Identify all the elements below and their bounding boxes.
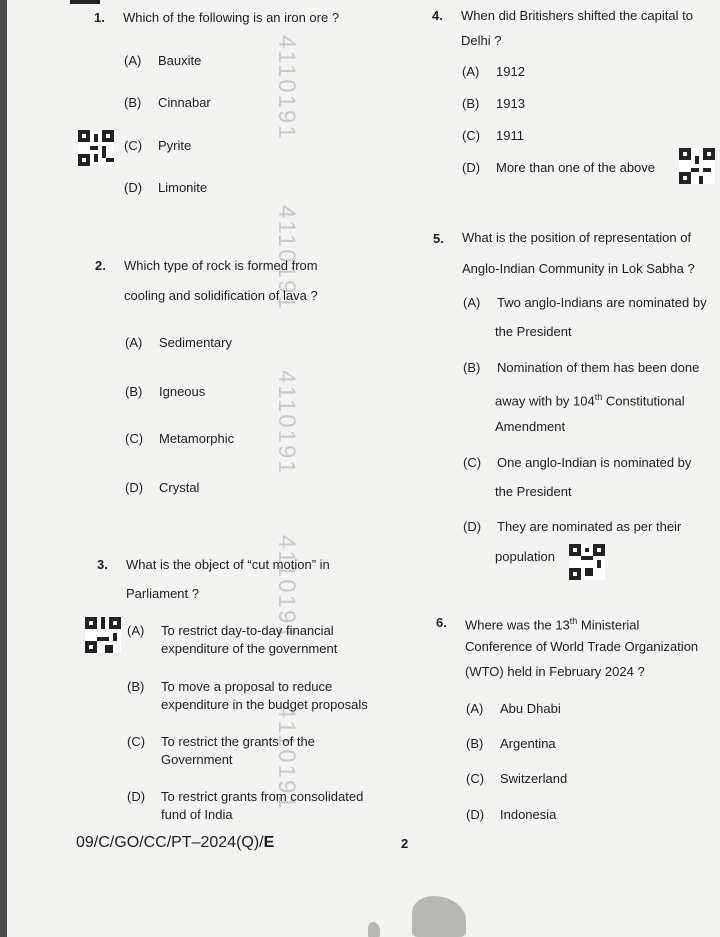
option-d: (D) To restrict grants from consolidated fund of India xyxy=(127,789,364,822)
option-d: (D) More than one of the above xyxy=(462,160,656,175)
option-a-line-2: the President xyxy=(495,324,572,339)
page-number: 2 xyxy=(401,836,409,851)
question-text-line-2: Conference of World Trade Organization xyxy=(465,639,699,654)
option-c: (C) 1911 xyxy=(462,128,524,143)
question-text-line-1: What is the position of representation of xyxy=(462,230,692,245)
question-text: Which of the following is an iron ore ? xyxy=(123,10,340,25)
option-c: (C) To restrict the grants of the Government xyxy=(127,734,315,767)
question-text-line-2: Delhi ? xyxy=(461,33,502,48)
watermark: 4110191 xyxy=(273,205,300,311)
watermark: 4110191 xyxy=(273,35,300,141)
option-d: (D) They are nominated as per their xyxy=(463,519,682,534)
page-left-edge xyxy=(0,0,7,937)
qr-code-icon xyxy=(78,130,114,166)
option-c: (C) Pyrite xyxy=(124,138,192,153)
question-text-line-3: (WTO) held in February 2024 ? xyxy=(465,664,645,679)
question-text-line-2: cooling and solidification of lava ? xyxy=(124,288,318,303)
option-b-line-3: Amendment xyxy=(495,419,566,434)
question-text-line-1: Which type of rock is formed from xyxy=(124,258,318,273)
scan-artifact xyxy=(368,922,380,937)
qr-code-icon xyxy=(85,617,121,653)
page-top-mark xyxy=(70,0,100,4)
option-d: (D) Crystal xyxy=(125,480,200,495)
option-b: (B) Igneous xyxy=(125,384,206,399)
option-c: (C) Metamorphic xyxy=(125,431,235,446)
option-c: (C) One anglo-Indian is nominated by xyxy=(463,455,692,470)
option-d: (D) Indonesia xyxy=(466,807,557,822)
question-number: 6. xyxy=(436,615,447,630)
watermark: 4110191 xyxy=(273,705,300,811)
option-a: (A) Abu Dhabi xyxy=(466,701,561,716)
question-text-line-1: What is the object of “cut motion” in xyxy=(126,557,330,572)
option-a: (A) Two anglo-Indians are nominated by xyxy=(463,295,707,310)
question-number: 2. xyxy=(95,258,106,273)
question-number: 4. xyxy=(432,8,443,23)
qr-code-icon xyxy=(569,544,605,580)
option-b: (B) To move a proposal to reduce expenditure in the budget proposals xyxy=(127,679,368,712)
option-b: (B) Argentina xyxy=(466,736,556,751)
question-number: 3. xyxy=(97,557,108,572)
question-text-line-1: When did Britishers shifted the capital to xyxy=(461,8,693,23)
watermark: 4110191 xyxy=(273,370,300,476)
option-c: (C) Switzerland xyxy=(466,771,568,786)
scan-artifact xyxy=(412,896,466,937)
option-b-line-2: away with by 104th Constitutional xyxy=(495,392,685,409)
qr-code-icon xyxy=(679,148,715,184)
option-b: (B) Cinnabar xyxy=(124,95,211,110)
option-a: (A) To restrict day-to-day financial expenditure of the government xyxy=(127,623,338,656)
option-d-line-2: population xyxy=(495,549,555,564)
watermark: 4110191 xyxy=(273,535,300,641)
option-a: (A) Sedimentary xyxy=(125,335,232,350)
question-text-line-2: Anglo-Indian Community in Lok Sabha ? xyxy=(462,261,695,276)
paper-code: 09/C/GO/CC/PT–2024(Q)/E xyxy=(76,834,275,851)
option-c-line-2: the President xyxy=(495,484,572,499)
option-d: (D) Limonite xyxy=(124,180,208,195)
question-number: 1. xyxy=(94,10,105,25)
question-text-line-2: Parliament ? xyxy=(126,586,199,601)
option-a: (A) 1912 xyxy=(462,64,525,79)
question-text-line-1: Where was the 13th Ministerial xyxy=(465,616,640,633)
option-a: (A) Bauxite xyxy=(124,53,202,68)
question-number: 5. xyxy=(433,231,444,246)
option-b: (B) 1913 xyxy=(462,96,525,111)
option-b: (B) Nomination of them has been done xyxy=(463,360,700,375)
